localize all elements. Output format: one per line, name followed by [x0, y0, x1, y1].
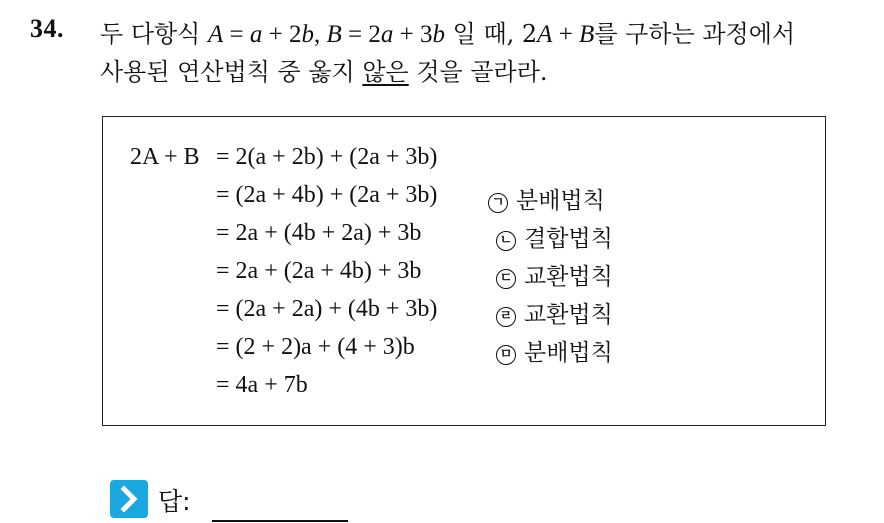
derivation-step-1: = (2a + 4b) + (2a + 3b)	[216, 182, 438, 208]
question-text-line2: 사용된 연산법칙 중 옳지 않은 것을 골라라.	[100, 58, 548, 86]
derivation-step-4: = (2a + 2a) + (4b + 3b)	[216, 296, 438, 322]
answer-label: 답:	[158, 487, 191, 516]
underlined-word: 않은	[362, 58, 409, 86]
question-text-line1: 두 다항식 A = a + 2b, B = 2a + 3b 일 때, 2A + B를 구하는 과정에서	[100, 20, 796, 48]
law-tag-1: ㄱ 분배법칙	[488, 182, 605, 215]
law-tag-2: ㄴ 결합법칙	[496, 220, 613, 253]
derivation-lhs: 2A + B	[130, 144, 200, 170]
law-tag-5: ㅁ 분배법칙	[496, 334, 613, 367]
answer-blank[interactable]	[212, 520, 348, 522]
derivation-step-3: = 2a + (2a + 4b) + 3b	[216, 258, 422, 284]
circled-marker: ㄹ	[496, 307, 516, 327]
circled-marker: ㄴ	[496, 231, 516, 251]
derivation-step-6: = 4a + 7b	[216, 372, 308, 398]
law-tag-3: ㄷ 교환법칙	[496, 258, 613, 291]
circled-marker: ㄷ	[496, 269, 516, 289]
circled-marker: ㄱ	[488, 193, 508, 213]
chevron-right-icon	[110, 480, 148, 518]
circled-marker: ㅁ	[496, 345, 516, 365]
derivation-step-5: = (2 + 2)a + (4 + 3)b	[216, 334, 415, 360]
derivation-step-2: = 2a + (4b + 2a) + 3b	[216, 220, 422, 246]
law-tag-4: ㄹ 교환법칙	[496, 296, 613, 329]
derivation-box	[102, 116, 826, 426]
derivation-step-0: = 2(a + 2b) + (2a + 3b)	[216, 144, 438, 170]
question-number: 34.	[30, 14, 64, 43]
